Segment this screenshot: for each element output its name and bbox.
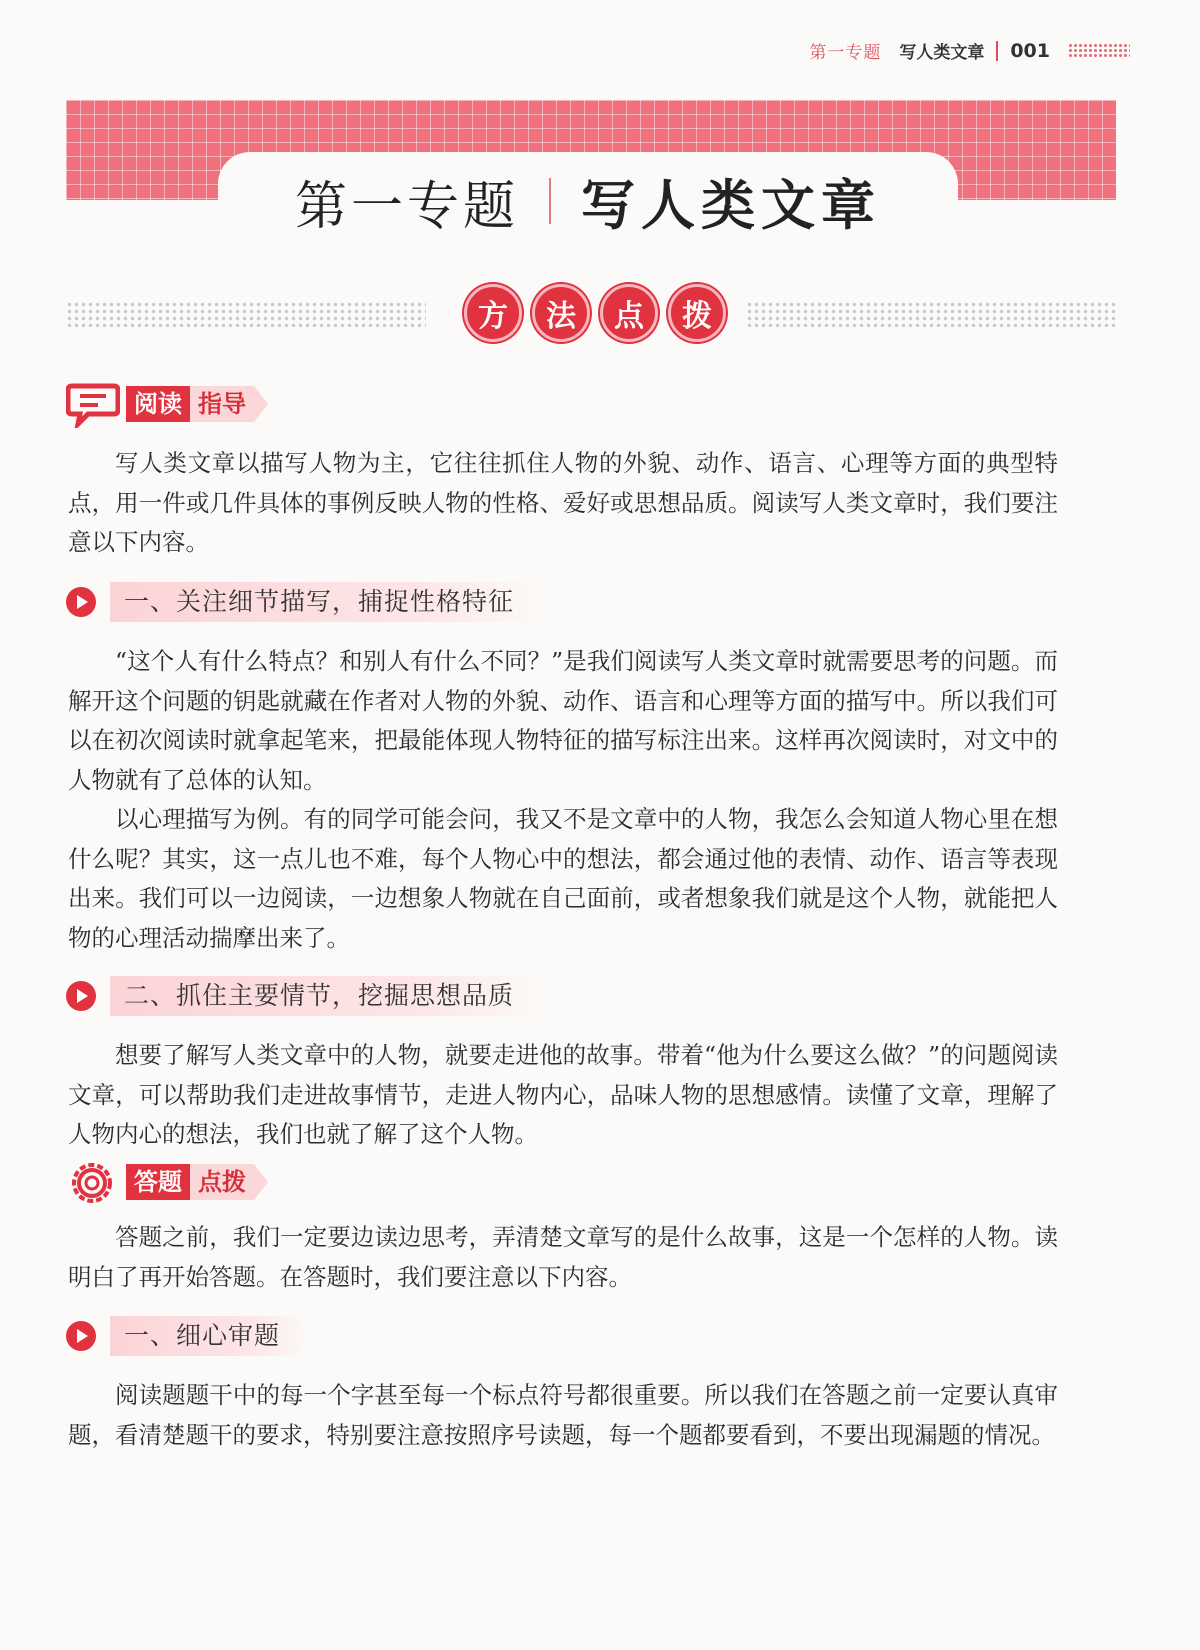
play-bullet-icon xyxy=(66,1321,96,1351)
dot-band-left xyxy=(66,301,426,327)
page-number: 001 xyxy=(1010,39,1050,62)
chapter-title-card xyxy=(218,152,958,250)
subheading-text: 一、细心审题 xyxy=(110,1316,308,1356)
chat-bubble-icon xyxy=(66,382,120,426)
method-heading xyxy=(66,284,1116,344)
subheading-text: 二、抓住主要情节，挖掘思想品质 xyxy=(110,976,542,1016)
chapter-title-separator xyxy=(549,178,551,224)
chapter-topic: 第一专题 xyxy=(294,176,519,237)
section-label-answer xyxy=(66,1160,268,1204)
subheading-plot xyxy=(66,976,542,1016)
play-bullet-icon xyxy=(66,587,96,617)
running-head-title: 写人类文章 xyxy=(899,43,985,63)
subheading-text: 一、关注细节描写，捕捉性格特征 xyxy=(110,582,542,622)
answer-intro-paragraph: 答题之前，我们一定要边读边思考，弄清楚文章写的是什么故事，这是一个怎样的人物。读明白了再开始答题。在答题时，我们要注意以下内容。 xyxy=(68,1223,1058,1291)
reading-intro-paragraph: 写人类文章以描写人物为主，它往往抓住人物的外貌、动作、语言、心理等方面的典型特点，用一件或几件具体的事例反映人物的性格、爱好或思想品质。阅读写人类文章时，我们要注意以下内容。 xyxy=(68,449,1058,556)
method-title-circles xyxy=(464,284,726,342)
method-char: 法 xyxy=(532,284,590,342)
subheading-detail xyxy=(66,582,542,622)
play-bullet-icon xyxy=(66,981,96,1011)
detail-paragraph-2: 以心理描写为例。有的同学可能会问，我又不是文章中的人物，我怎么会知道人物心里在想什么呢？其实，这一点儿也不难，每个人物心中的想法，都会通过他的表情、动作、语言等表现出来。我们可以一边阅读，一边想象人物就在自己面前，或者想象我们就是这个人物，就能把人物的心理活动揣摩出来了。 xyxy=(68,805,1058,952)
subheading-review xyxy=(66,1316,308,1356)
answer-tips-part2: 点拨 xyxy=(190,1164,254,1200)
plot-paragraph: 想要了解写人类文章中的人物，就要走进他的故事。带着“他为什么要这么做？”的问题阅读文章，可以帮助我们走进故事情节，走进人物内心，品味人物的思想感情。读懂了文章，理解了人物内心的想法，我们也就了解了这个人物。 xyxy=(68,1041,1058,1148)
reading-guide-tag xyxy=(126,386,268,422)
answer-tips-part1: 答题 xyxy=(126,1164,190,1200)
running-head-topic: 第一专题 xyxy=(809,43,882,63)
dot-band-right xyxy=(746,301,1116,327)
running-head-separator xyxy=(996,41,998,61)
method-char: 拨 xyxy=(668,284,726,342)
method-char: 点 xyxy=(600,284,658,342)
reading-guide-part1: 阅读 xyxy=(126,386,190,422)
reading-guide-part2: 指导 xyxy=(190,386,254,422)
answer-tips-tag xyxy=(126,1164,268,1200)
gear-icon xyxy=(66,1160,120,1204)
chapter-title: 写人类文章 xyxy=(581,172,881,237)
section-label-reading xyxy=(66,382,268,426)
detail-paragraph-1: “这个人有什么特点？和别人有什么不同？”是我们阅读写人类文章时就需要思考的问题。而解开这个问题的钥匙就藏在作者对人物的外貌、动作、语言和心理等方面的描写中。所以我们可以在初次阅读时就拿起笔来，把最能体现人物特征的描写标注出来。这样再次阅读时，对文中的人物就有了总体的认知。 xyxy=(68,647,1058,794)
method-char: 方 xyxy=(464,284,522,342)
tag-arrow xyxy=(254,1164,268,1200)
running-head xyxy=(809,38,1130,63)
tag-arrow xyxy=(254,386,268,422)
review-paragraph: 阅读题题干中的每一个字甚至每一个标点符号都很重要。所以我们在答题之前一定要认真审题，看清楚题干的要求，特别要注意按照序号读题，每一个题都要看到，不要出现漏题的情况。 xyxy=(68,1381,1058,1449)
decorative-dots xyxy=(1068,43,1130,59)
